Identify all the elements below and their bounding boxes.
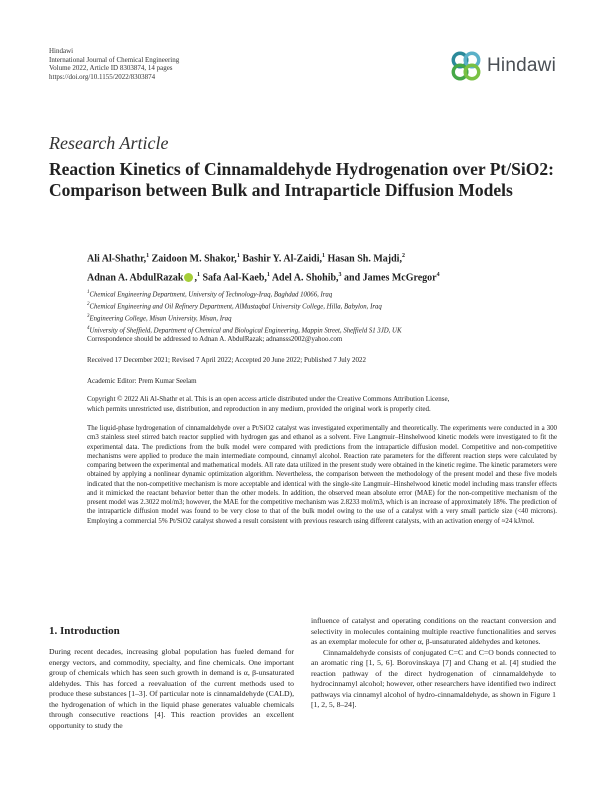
- author-affiliation-number: 1: [321, 253, 325, 259]
- article-type: Research Article: [49, 133, 169, 153]
- volume-info: Volume 2022, Article ID 8303874, 14 pages: [49, 64, 173, 73]
- logo-wordmark: Hindawi: [487, 55, 556, 76]
- author-list: [87, 248, 557, 287]
- author-line-1: [87, 248, 557, 267]
- journal-name: International Journal of Chemical Engineering: [49, 55, 180, 64]
- affiliation-text: University of Sheffield, Department of Chemical and Biological Engineering, Mappin Street, Sheffield S1 3JD, UK: [89, 326, 402, 334]
- publisher-name: Hindawi: [49, 47, 74, 55]
- paper-title: Reaction Kinetics of Cinnamaldehyde Hydrogenation over Pt/SiO2: Comparison between Bulk and Intraparticle Diffusion Models: [49, 159, 554, 200]
- affiliation-item: [87, 288, 557, 300]
- affiliation-number: 3: [87, 313, 90, 319]
- author-affiliation-number: 3: [338, 272, 342, 279]
- line2-author-1: ,: [194, 272, 197, 284]
- affiliation-item: [87, 324, 557, 336]
- hindawi-logo-icon: [449, 49, 483, 83]
- affiliations: [87, 288, 557, 335]
- line2-author-2: Safa Aal-Kaeb,: [199, 272, 267, 284]
- affiliation-number: 2: [87, 301, 90, 307]
- line1-author-1: Zaidoon M. Shakor,: [149, 253, 237, 265]
- author-affiliation-number: 1: [266, 272, 270, 279]
- affiliation-text: Engineering College, Misan University, Misan, Iraq: [89, 314, 232, 322]
- intro-paragraph-2: influence of catalyst and operating conditions on the reactant conversion and selectivity in molecules containing multiple reactive functionalities and serves as an exemplar molecule for other α, β-unsaturated aldehydes and ketones.: [311, 616, 556, 646]
- affiliation-number: 1: [87, 290, 90, 295]
- affiliation-text: Chemical Engineering and Oil Refinery Department, AlMustaqbal University College, Hilla, Babylon, Iraq: [89, 303, 382, 311]
- copyright-line-1: Copyright © 2022 Ali Al-Shathr et al. This is an open access article distributed under the Creative Commons Attribution License,: [87, 395, 450, 403]
- line1-author-0: Ali Al-Shathr,: [87, 253, 147, 265]
- author-affiliation-number: 1: [236, 253, 240, 259]
- affiliation-text: Chemical Engineering Department, University of Technology-Iraq, Baghdad 10066, Iraq: [89, 291, 333, 299]
- line2-author-3: Adel A. Shohib,: [269, 272, 339, 284]
- hindawi-logo: [449, 48, 559, 84]
- orcid-icon[interactable]: [184, 273, 193, 282]
- section-heading: 1. Introduction: [49, 625, 120, 637]
- author-affiliation-number: 1: [146, 253, 150, 259]
- line2-author-0: Adnan A. AbdulRazak: [87, 272, 184, 284]
- body-column-right: [311, 616, 556, 711]
- doi-link[interactable]: https://doi.org/10.1155/2022/8303874: [49, 72, 156, 81]
- intro-paragraph-3: Cinnamaldehyde consists of conjugated C=C and C=O bonds connected to an aromatic ring [1, 5, 6]. Borovinskaya [7] and Chang et al. [4] studied the reaction pathway of the direct hydrogenation of cinnamaldehyde to hydrocinnamyl alcohol; however, other researchers have identified two indirect pathways via cinnamyl alcohol of hydro-cinnamaldehyde, as shown in Figure 1 [1, 2, 5, 8–24].: [311, 647, 556, 709]
- author-affiliation-number: 2: [401, 253, 405, 259]
- intro-paragraph-1: During recent decades, increasing global population has fueled demand for energy vectors, and commodity, specialty, and fine chemicals. One important group of chemicals which has seen such growth in demand is α, β-unsaturated aldehydes. This has forced a reevaluation of the current methods used to produce these substances [1–3]. Of particular note is cinnamaldehyde (CALD), the hydrogenation of which in the liquid phase generates valuable chemicals through consecutive reactions [4]. This reaction provides an excellent opportunity to study the: [49, 647, 294, 730]
- affiliation-number: 4: [87, 325, 90, 331]
- author-affiliation-number: 4: [436, 272, 440, 279]
- copyright-line-2: which permits unrestricted use, distribution, and reproduction in any medium, provided the original work is properly cited.: [87, 405, 431, 413]
- affiliation-item: [87, 312, 557, 324]
- author-line-2: [87, 267, 557, 286]
- line2-author-4: and James McGregor: [341, 272, 437, 284]
- body-column-left: [49, 647, 294, 731]
- academic-editor: Academic Editor: Prem Kumar Seelam: [87, 377, 197, 385]
- abstract: The liquid-phase hydrogenation of cinnamaldehyde over a Pt/SiO2 catalyst was investigated experimentally and theoretically. The experiments were conducted in a 300 cm3 stainless steel stirred batch reactor supplied with hydrogen gas and ethanol as a solvent. Five Langmuir–Hinshelwood kinetic models were investigated to fit the experimental data. The predictions from the bulk model were compared with predictions from the intraparticle diffusion model. Competitive and non-competitive mechanisms were applied to produce the main intermediate compound, cinnamyl alcohol. Reaction rate parameters for the different reaction steps were calculated by comparing between the experimental and mathematical models. All rate data utilized in the present study were obtained in the kinetic regime. The kinetic parameters were obtained by applying a nonlinear dynamic optimization algorithm. Nevertheless, the comparison between the methodology of the present model and these five models indicated that the non-competitive mechanism is more acceptable and identical with the single-site Langmuir–Hinshelwood kinetic model including mass transfer effects and it mimicked the reactant behavior better than the other models. In addition, the observed mean absolute error (MAE) for the non-competitive mechanism of the present model was 2.3022 mol/m3; however, the MAE for the competitive mechanism was 2.8233 mol/m3, which is an increase of approximately 18%. The prediction of the intraparticle diffusion model was found to be very close to that of the bulk model owing to the use of a catalyst with a very small particle size (<40 microns). Employing a commercial 5% Pt/SiO2 catalyst showed a result consistent with previous research using different catalysts, with an activation energy of ≈24 kJ/mol.: [87, 425, 557, 525]
- correspondence: Correspondence should be addressed to Adnan A. AbdulRazak; adnansss2002@yahoo.com: [87, 335, 343, 343]
- affiliation-item: [87, 300, 557, 312]
- line1-author-3: Hasan Sh. Majdi,: [324, 253, 402, 265]
- line1-author-2: Bashir Y. Al-Zaidi,: [239, 253, 322, 265]
- author-affiliation-number: 1: [196, 272, 200, 279]
- dates: Received 17 December 2021; Revised 7 April 2022; Accepted 20 June 2022; Published 7 July 2022: [87, 356, 366, 364]
- journal-meta: [49, 47, 179, 81]
